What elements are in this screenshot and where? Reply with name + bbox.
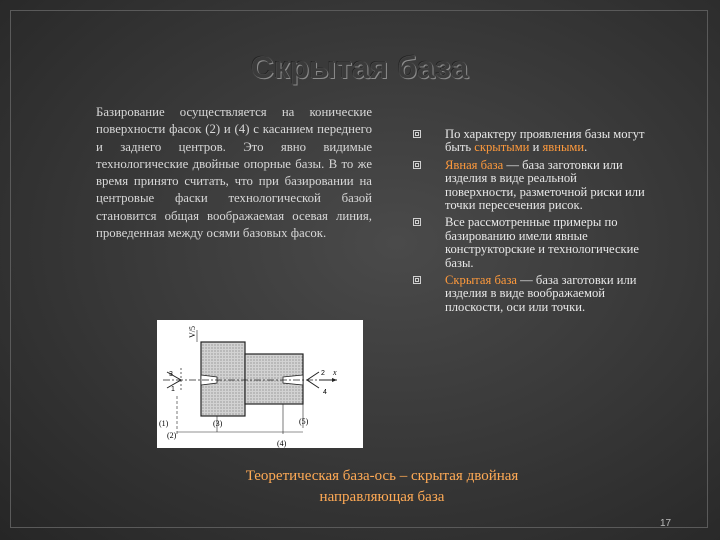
square-bullet-icon [413,161,421,169]
part-drawing-figure [157,320,363,448]
highlight-explicit: явными [542,140,585,155]
term-explicit-base: Явная база [445,157,504,172]
left-paragraph: Базирование осуществляется на конические поверхности фасок (2) и (4) с касанием переднего и заднего центров. Это явно видимые технологические двойные опорные базы. В то же время принято считать, что при базировании на центровые фаски технологической базой становится общая воображаемая осевая линия, проведенная между осями базовых фасок. [96,105,372,241]
highlight-hidden: скрытыми [474,140,530,155]
part-drawing [157,320,363,448]
slide-title: Скрытая база [251,50,469,85]
label-l1: (1) [159,419,169,428]
label-l2: (2) [167,431,177,440]
axis-x-label: x [333,368,337,377]
square-bullet-icon [413,276,421,284]
label-l4: (4) [277,439,287,448]
label-n3: 3 [169,371,173,378]
label-n2: 2 [321,370,325,377]
square-bullet-icon [413,218,421,226]
bullet-item: Скрытая база — база заготовки или изделия в виде воображаемой плоскости, оси или точки. [413,274,645,314]
label-n4: 4 [323,389,327,396]
label-l5: (5) [299,417,309,426]
bullet-list [413,128,645,318]
label-n1: 1 [171,386,175,393]
bottom-caption: Теоретическая база-ось – скрытая двойная направляющая база [245,468,519,505]
square-bullet-icon [413,130,421,138]
bullet-item: Явная база — база заготовки или изделия в виде реальной поверхности, разметочной риски или точки пересечения рисок. [413,159,645,213]
label-l3: (3) [213,419,223,428]
roughness-label: V/5 [188,326,197,338]
bullet-item: Все рассмотренные примеры по базированию имели явные конструкторские и технологические базы. [413,216,645,270]
term-hidden-base: Скрытая база [445,273,518,288]
page-number: 17 [660,518,672,529]
bullet-item: По характеру проявления базы могут быть скрытыми и явными. [413,128,645,155]
